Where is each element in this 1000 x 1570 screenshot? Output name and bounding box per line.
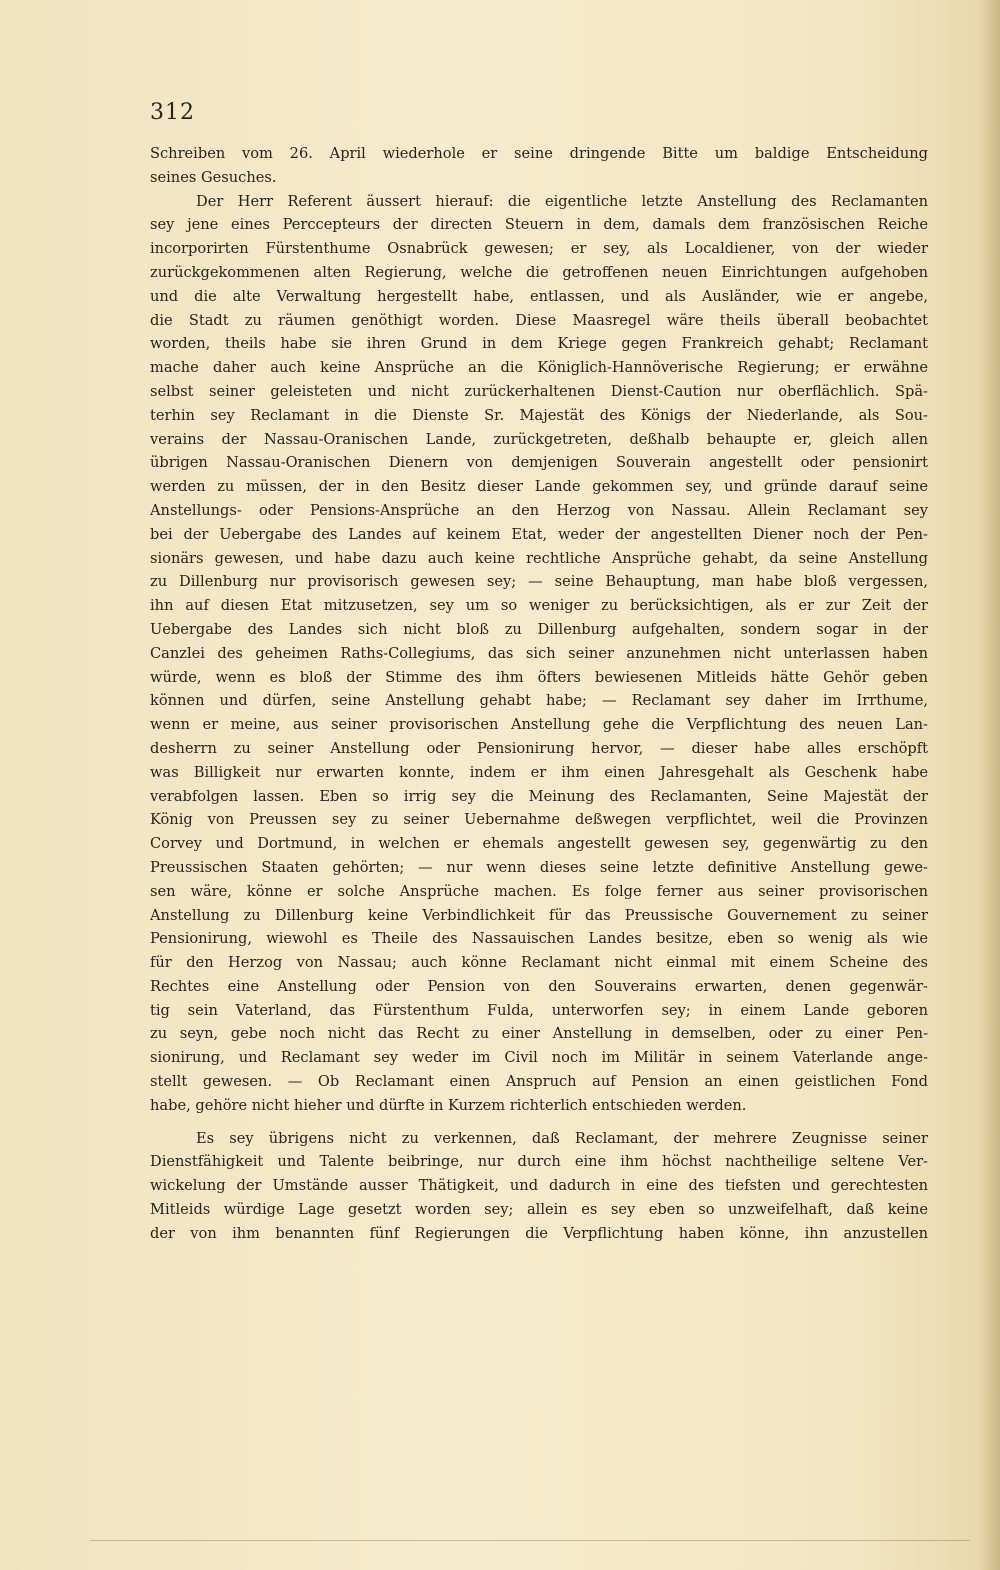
text-line: Corvey und Dortmund, in welchen er ehemals angestellt gewesen sey, gegenwärtig zu den xyxy=(150,835,928,853)
text-line: Anstellung zu Dillenburg keine Verbindlichkeit für das Preussische Gouvernement zu seiner xyxy=(150,906,928,924)
text-line: zu seyn, gebe noch nicht das Recht zu einer Anstellung in demselben, oder zu einer Pen- xyxy=(150,1025,928,1043)
text-line: Uebergabe des Landes sich nicht bloß zu Dillenburg aufgehalten, sondern sogar in der xyxy=(150,620,928,638)
text-line: stellt gewesen. — Ob Reclamant einen Anspruch auf Pension an einen geistlichen Fond xyxy=(150,1073,928,1091)
text-line: selbst seiner geleisteten und nicht zurückerhaltenen Dienst-Caution nur oberflächlich. Spä- xyxy=(150,382,928,400)
page-number: 312 xyxy=(150,100,195,125)
text-line: terhin sey Reclamant in die Dienste Sr. Majestät des Königs der Niederlande, als Sou- xyxy=(150,406,928,424)
text-line: sen wäre, könne er solche Ansprüche machen. Es folge ferner aus seiner provisorischen xyxy=(150,882,928,900)
text-line: für den Herzog von Nassau; auch könne Reclamant nicht einmal mit einem Scheine des xyxy=(150,954,928,972)
text-line: zu Dillenburg nur provisorisch gewesen sey; — seine Behauptung, man habe bloß vergessen, xyxy=(150,573,928,591)
text-line: Preussischen Staaten gehörten; — nur wenn dieses seine letzte definitive Anstellung gewe- xyxy=(150,858,928,876)
text-line: sey jene eines Perccepteurs der directen Steuern in dem, damals dem französischen Reiche xyxy=(150,216,928,234)
text-line: sionärs gewesen, und habe dazu auch keine rechtliche Ansprüche gehabt, da seine Anstellung xyxy=(150,549,928,567)
text-line: habe, gehöre nicht hieher und dürfte in Kurzem richterlich entschieden werden. xyxy=(150,1096,747,1114)
text-line: verabfolgen lassen. Eben so irrig sey die Meinung des Reclamanten, Seine Majestät der xyxy=(150,787,928,805)
text-line: ihn auf diesen Etat mitzusetzen, sey um so weniger zu berücksichtigen, als er zur Zeit der xyxy=(150,597,928,615)
page-edge-shadow xyxy=(978,0,1000,1570)
text-line: verains der Nassau-Oranischen Lande, zurückgetreten, deßhalb behaupte er, gleich allen xyxy=(150,430,928,448)
text-line: Anstellungs- oder Pensions-Ansprüche an den Herzog von Nassau. Allein Reclamant sey xyxy=(150,501,928,519)
text-line: Es sey übrigens nicht zu verkennen, daß Reclamant, der mehrere Zeugnisse seiner xyxy=(196,1129,928,1147)
body-text xyxy=(150,142,928,1246)
text-line: übrigen Nassau-Oranischen Dienern von demjenigen Souverain angestellt oder pensionirt xyxy=(150,454,928,472)
text-line: worden, theils habe sie ihren Grund in dem Kriege gegen Frankreich gehabt; Reclamant xyxy=(150,335,928,353)
text-line: zurückgekommenen alten Regierung, welche die getroffenen neuen Einrichtungen aufgehoben xyxy=(150,263,928,281)
text-line: was Billigkeit nur erwarten konnte, indem er ihm einen Jahresgehalt als Geschenk habe xyxy=(150,763,928,781)
text-line: Canzlei des geheimen Raths-Collegiums, das sich seiner anzunehmen nicht unterlassen haben xyxy=(150,644,928,662)
text-line: König von Preussen sey zu seiner Uebernahme deßwegen verpflichtet, weil die Provinzen xyxy=(150,811,928,829)
page-bottom-edge xyxy=(90,1540,970,1541)
text-line: Pensionirung, wiewohl es Theile des Nassauischen Landes besitze, eben so wenig als wie xyxy=(150,930,928,948)
text-line: tig sein Vaterland, das Fürstenthum Fulda, unterworfen sey; in einem Lande geboren xyxy=(150,1001,928,1019)
text-line: der von ihm benannten fünf Regierungen die Verpflichtung haben könne, ihn anzustellen xyxy=(150,1224,928,1242)
text-line: die Stadt zu räumen genöthigt worden. Diese Maasregel wäre theils überall beobachtet xyxy=(150,311,928,329)
text-line: können und dürfen, seine Anstellung gehabt habe; — Reclamant sey daher im Irrthume, xyxy=(150,692,928,710)
text-line: würde, wenn es bloß der Stimme des ihm öfters bewiesenen Mitleids hätte Gehör geben xyxy=(150,668,928,686)
text-line: Dienstfähigkeit und Talente beibringe, nur durch eine ihm höchst nachtheilige seltene Ver- xyxy=(150,1153,928,1171)
paragraph-gap xyxy=(150,1118,928,1127)
text-line: werden zu müssen, der in den Besitz dieser Lande gekommen sey, und gründe darauf seine xyxy=(150,478,928,496)
text-line: mache daher auch keine Ansprüche an die Königlich-Hannöverische Regierung; er erwähne xyxy=(150,359,928,377)
text-line: seines Gesuches. xyxy=(150,168,277,186)
text-line: desherrn zu seiner Anstellung oder Pensionirung hervor, — dieser habe alles erschöpft xyxy=(150,739,928,757)
text-line: Mitleids würdige Lage gesetzt worden sey; allein es sey eben so unzweifelhaft, daß keine xyxy=(150,1201,928,1219)
text-line: und die alte Verwaltung hergestellt habe, entlassen, und als Ausländer, wie er angebe, xyxy=(150,287,928,305)
text-line: Schreiben vom 26. April wiederhole er seine dringende Bitte um baldige Entscheidung xyxy=(150,145,928,162)
text-line: Der Herr Referent äussert hierauf: die eigentliche letzte Anstellung des Reclamanten xyxy=(196,192,928,210)
text-line: wenn er meine, aus seiner provisorischen Anstellung gehe die Verpflichtung des neuen Lan- xyxy=(150,716,928,734)
text-line: Rechtes eine Anstellung oder Pension von den Souverains erwarten, denen gegenwär- xyxy=(150,977,928,995)
text-line: bei der Uebergabe des Landes auf keinem Etat, weder der angestellten Diener noch der Pen- xyxy=(150,525,928,543)
text-line: wickelung der Umstände ausser Thätigkeit, und dadurch in eine des tiefsten und gerechtesten xyxy=(150,1177,928,1195)
text-line: incorporirten Fürstenthume Osnabrück gewesen; er sey, als Localdiener, von der wieder xyxy=(150,240,928,258)
text-line: sionirung, und Reclamant sey weder im Civil noch im Militär in seinem Vaterlande ange- xyxy=(150,1049,928,1067)
